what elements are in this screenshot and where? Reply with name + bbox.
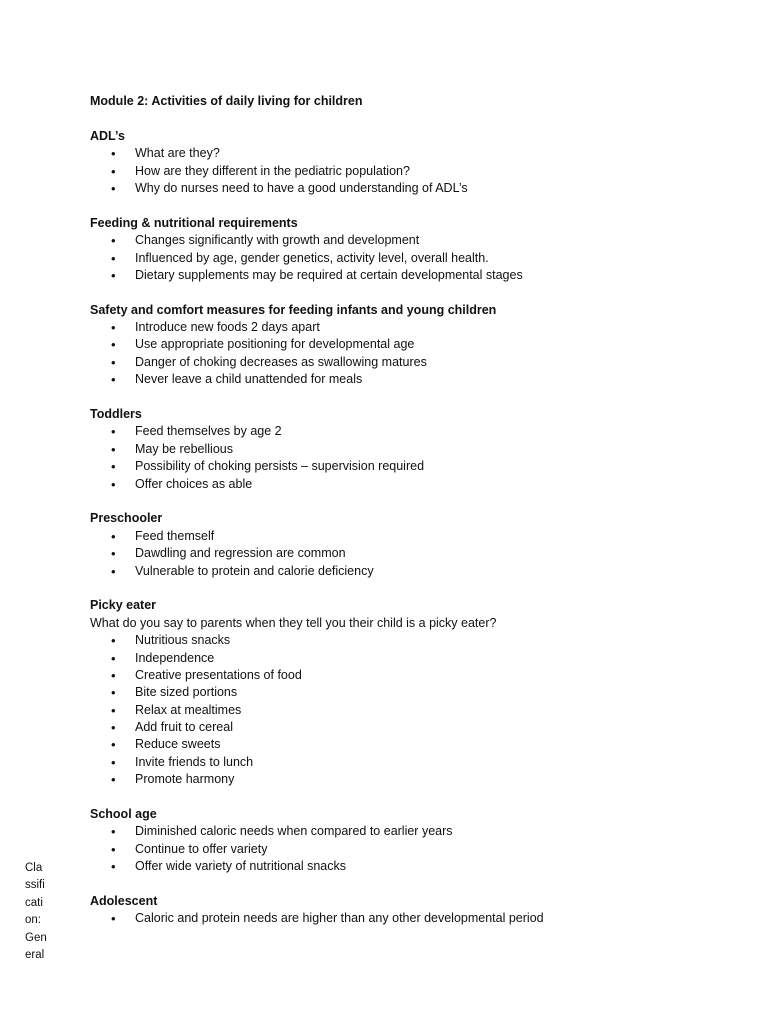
bullet-icon: •: [111, 372, 116, 388]
list-item-text: Relax at mealtimes: [135, 702, 242, 717]
spacer: [90, 789, 730, 806]
list-item: [90, 545, 730, 562]
list-item: [90, 771, 730, 788]
bullet-list: [90, 528, 730, 580]
bullet-list: [90, 145, 730, 197]
bullet-icon: •: [111, 702, 116, 718]
section-heading: Feeding & nutritional requirements: [90, 215, 298, 230]
list-item-text: Possibility of choking persists – supervision required: [135, 459, 425, 474]
list-item-text: Continue to offer variety: [135, 841, 268, 856]
list-item: [90, 563, 730, 580]
list-item-text: Nutritious snacks: [135, 633, 231, 648]
section-heading: Picky eater: [90, 598, 157, 613]
bullet-icon: •: [111, 320, 116, 336]
bullet-icon: •: [111, 633, 116, 649]
section: [90, 302, 730, 406]
section: [90, 128, 730, 215]
section: [90, 893, 730, 928]
spacer: [90, 876, 730, 893]
bullet-icon: •: [111, 563, 116, 579]
section: [90, 510, 730, 597]
list-item: [90, 528, 730, 545]
list-item: [90, 458, 730, 475]
list-item-text: Offer choices as able: [135, 476, 253, 491]
bullet-list: [90, 232, 730, 284]
sections-container: [90, 128, 730, 928]
list-item-text: Bite sized portions: [135, 685, 238, 700]
list-item-text: Influenced by age, gender genetics, activity level, overall health.: [135, 250, 489, 265]
list-item: [90, 371, 730, 388]
section: [90, 806, 730, 893]
spacer: [90, 110, 730, 127]
list-item-text: Caloric and protein needs are higher than any other developmental period: [135, 911, 544, 926]
section-intro: What do you say to parents when they tell you their child is a picky eater?: [90, 615, 497, 630]
section-heading: ADL’s: [90, 128, 125, 143]
list-item: [90, 250, 730, 267]
list-item: [90, 841, 730, 858]
list-item-text: Reduce sweets: [135, 737, 221, 752]
list-item: [90, 702, 730, 719]
document-title: Module 2: Activities of daily living for children: [90, 94, 363, 108]
list-item-text: Promote harmony: [135, 772, 235, 787]
bullet-icon: •: [111, 424, 116, 440]
list-item: [90, 354, 730, 371]
spacer: [90, 493, 730, 510]
list-item-text: How are they different in the pediatric population?: [135, 163, 410, 178]
bullet-icon: •: [111, 911, 116, 927]
bullet-icon: •: [111, 720, 116, 736]
list-item-text: Dietary supplements may be required at certain developmental stages: [135, 267, 523, 282]
section-heading: Adolescent: [90, 893, 158, 908]
list-item-text: Diminished caloric needs when compared to earlier years: [135, 824, 453, 839]
bullet-icon: •: [111, 650, 116, 666]
bullet-icon: •: [111, 180, 116, 196]
list-item-text: Offer wide variety of nutritional snacks: [135, 859, 346, 874]
spacer: [90, 389, 730, 406]
bullet-icon: •: [111, 267, 116, 283]
list-item: [90, 180, 730, 197]
section-heading: School age: [90, 807, 157, 822]
list-item: [90, 163, 730, 180]
list-item-text: Invite friends to lunch: [135, 754, 254, 769]
section-heading: Preschooler: [90, 511, 163, 526]
section-heading: Safety and comfort measures for feeding infants and young children: [90, 302, 497, 317]
section: [90, 215, 730, 302]
list-item: [90, 441, 730, 458]
spacer: [90, 580, 730, 597]
list-item-text: Creative presentations of food: [135, 667, 302, 682]
list-item-text: Vulnerable to protein and calorie deficiency: [135, 563, 374, 578]
bullet-icon: •: [111, 146, 116, 162]
list-item-text: Feed themself: [135, 528, 215, 543]
classification-label: Classification: General: [25, 862, 47, 962]
list-item: [90, 267, 730, 284]
list-item: [90, 754, 730, 771]
bullet-icon: •: [111, 250, 116, 266]
list-item-text: Why do nurses need to have a good understanding of ADL’s: [135, 180, 468, 195]
list-item-text: Never leave a child unattended for meals: [135, 372, 363, 387]
bullet-icon: •: [111, 685, 116, 701]
list-item: [90, 650, 730, 667]
bullet-icon: •: [111, 546, 116, 562]
bullet-icon: •: [111, 737, 116, 753]
bullet-icon: •: [111, 841, 116, 857]
bullet-icon: •: [111, 337, 116, 353]
spacer: [90, 197, 730, 214]
spacer: [90, 284, 730, 301]
section: [90, 406, 730, 510]
bullet-icon: •: [111, 667, 116, 683]
list-item-text: Feed themselves by age 2: [135, 424, 282, 439]
bullet-list: [90, 823, 730, 875]
list-item-text: Add fruit to cereal: [135, 720, 233, 735]
list-item-text: What are they?: [135, 146, 220, 161]
list-item: [90, 910, 730, 927]
list-item-text: Dawdling and regression are common: [135, 546, 346, 561]
list-item-text: Danger of choking decreases as swallowing matures: [135, 354, 427, 369]
bullet-list: [90, 632, 730, 789]
document-body: [90, 93, 730, 928]
list-item: [90, 736, 730, 753]
bullet-icon: •: [111, 772, 116, 788]
list-item-text: Use appropriate positioning for developmental age: [135, 337, 415, 352]
list-item-text: Changes significantly with growth and development: [135, 233, 420, 248]
list-item: [90, 719, 730, 736]
bullet-icon: •: [111, 441, 116, 457]
bullet-icon: •: [111, 476, 116, 492]
list-item: [90, 684, 730, 701]
list-item: [90, 667, 730, 684]
bullet-icon: •: [111, 354, 116, 370]
list-item: [90, 823, 730, 840]
bullet-icon: •: [111, 459, 116, 475]
list-item-text: Independence: [135, 650, 215, 665]
bullet-icon: •: [111, 163, 116, 179]
bullet-list: [90, 423, 730, 493]
bullet-icon: •: [111, 859, 116, 875]
list-item: [90, 858, 730, 875]
list-item: [90, 319, 730, 336]
list-item: [90, 145, 730, 162]
bullet-icon: •: [111, 233, 116, 249]
list-item-text: Introduce new foods 2 days apart: [135, 320, 320, 335]
bullet-list: [90, 910, 730, 927]
section-heading: Toddlers: [90, 407, 142, 422]
list-item: [90, 232, 730, 249]
bullet-icon: •: [111, 754, 116, 770]
section: [90, 597, 730, 806]
list-item: [90, 423, 730, 440]
bullet-icon: •: [111, 528, 116, 544]
list-item: [90, 632, 730, 649]
bullet-icon: •: [111, 824, 116, 840]
list-item: [90, 476, 730, 493]
bullet-list: [90, 319, 730, 389]
list-item: [90, 336, 730, 353]
list-item-text: May be rebellious: [135, 441, 233, 456]
